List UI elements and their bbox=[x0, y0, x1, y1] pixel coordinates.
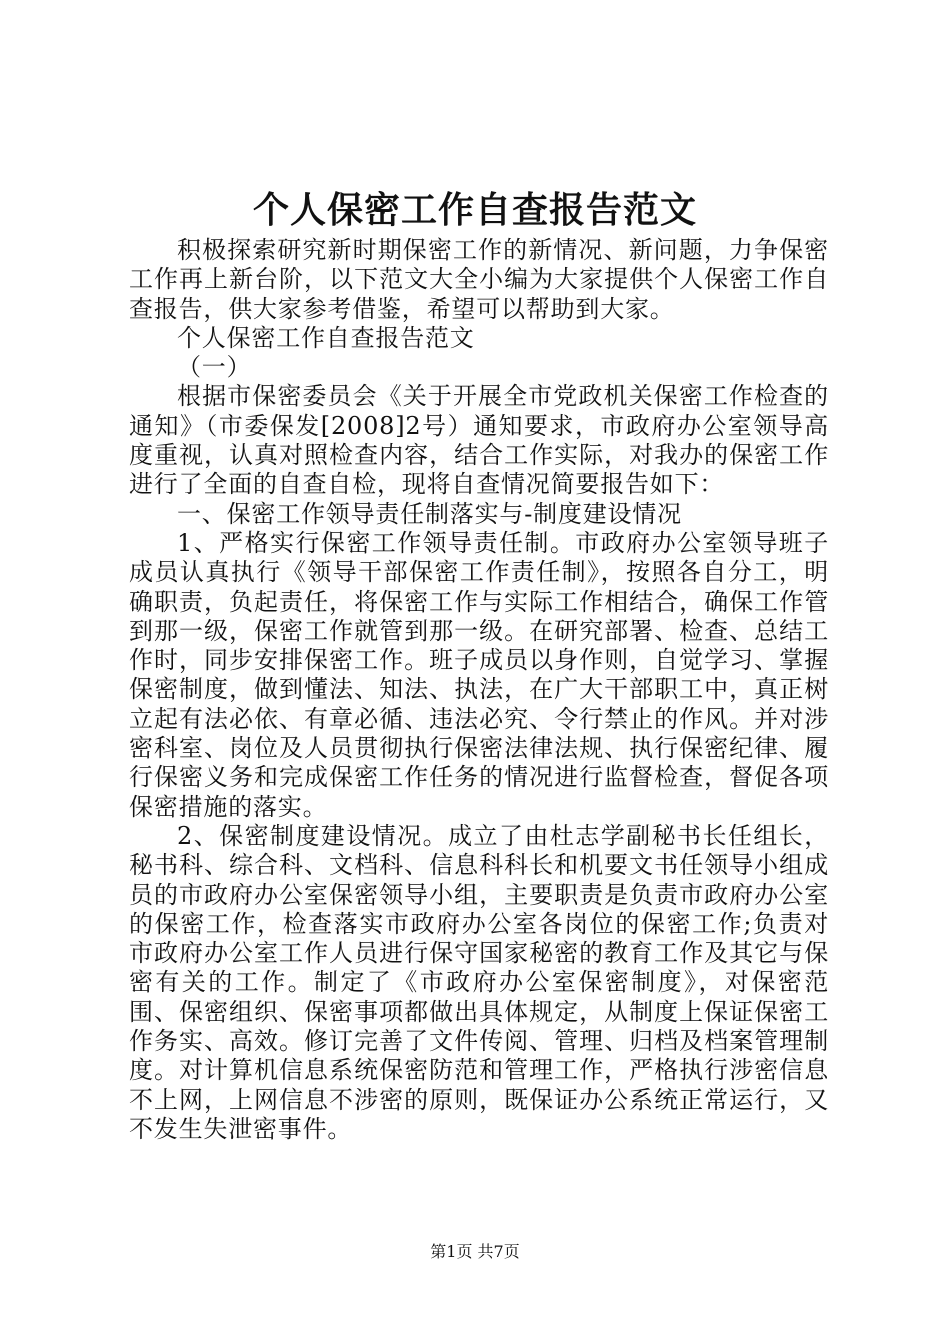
page-indicator: 第1页 共7页 bbox=[430, 1242, 520, 1261]
document-title: 个人保密工作自查报告范文 bbox=[252, 189, 697, 231]
section-number-paragraph: （一） bbox=[177, 353, 252, 382]
document-body bbox=[129, 236, 829, 1144]
item-1-paragraph: 1、严格实行保密工作领导责任制。市政府办公室领导班子成员认真执行《领导干部保密工作责任制》，按照各自分工，明确职责，负起责任，将保密工作与实际工作相结合，确保工作管到那一级，保密工作就管到那一级。在研究部署、检查、总结工作时，同步安排保密工作。班子成员以身作则，自觉学习、掌握保密制度，做到懂法、知法、执法，在广大干部职工中，真正树立起有法必依、有章必循、违法必究、令行禁止的作风。并对涉密科室、岗位及人员贯彻执行保密法律法规、执行保密纪律、履行保密义务和完成保密工作任务的情况进行监督检查，督促各项保密措施的落实。 bbox=[129, 528, 829, 821]
notice-paragraph: 根据市保密委员会《关于开展全市党政机关保密工作检查的通知》（市委保发[2008]2号）通知要求，市政府办公室领导高度重视，认真对照检查内容，结合工作实际，对我办的保密工作进行了全面的自查自检，现将自查情况简要报告如下： bbox=[129, 382, 829, 499]
subtitle-paragraph: 个人保密工作自查报告范文 bbox=[177, 323, 475, 352]
intro-paragraph: 积极探索研究新时期保密工作的新情况、新问题，力争保密工作再上新台阶，以下范文大全小编为大家提供个人保密工作自查报告，供大家参考借鉴，希望可以帮助到大家。 bbox=[129, 236, 829, 323]
section-heading: 一、保密工作领导责任制落实与-制度建设情况 bbox=[177, 499, 682, 528]
item-2-paragraph: 2、保密制度建设情况。成立了由杜志学副秘书长任组长，秘书科、综合科、文档科、信息科科长和机要文书任领导小组成员的市政府办公室保密领导小组，主要职责是负责市政府办公室的保密工作，检查落实市政府办公室各岗位的保密工作;负责对市政府办公室工作人员进行保守国家秘密的教育工作及其它与保密有关的工作。制定了《市政府办公室保密制度》，对保密范围、保密组织、保密事项都做出具体规定，从制度上保证保密工作务实、高效。修订完善了文件传阅、管理、归档及档案管理制度。对计算机信息系统保密防范和管理工作，严格执行涉密信息不上网，上网信息不涉密的原则，既保证办公系统正常运行，又不发生失泄密事件。 bbox=[129, 821, 829, 1143]
